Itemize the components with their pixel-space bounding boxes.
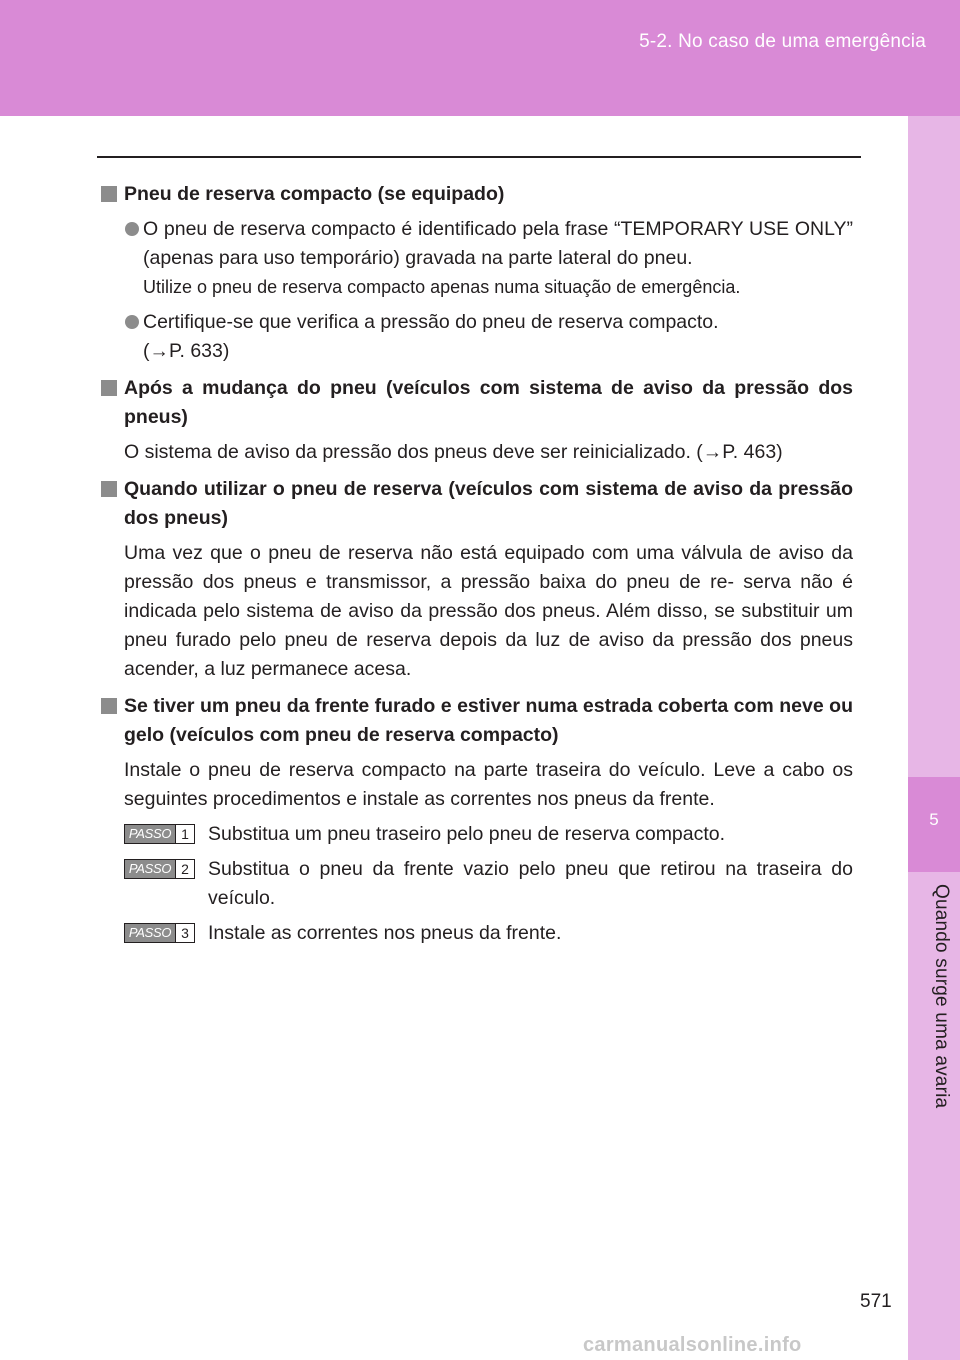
step-text: Substitua o pneu da frente vazio pelo pneu que retirou na traseira do veículo.: [208, 858, 853, 909]
section-using-spare: [100, 475, 853, 684]
page-content: [100, 180, 853, 948]
step-label: PASSO: [125, 860, 175, 878]
chapter-title: Quando surge uma avaria: [931, 884, 952, 1109]
page-reference-link[interactable]: (→P. 633): [143, 340, 230, 362]
watermark: carmanualsonline.info: [583, 1334, 802, 1356]
step-badge: [124, 824, 195, 844]
section-title: 5-2. No caso de uma emergência: [639, 31, 926, 52]
section-heading: Após a mudança do pneu (veículos com sistema de aviso da pressão dos pneus): [124, 377, 853, 428]
step-text: Substitua um pneu traseiro pelo pneu de reserva compacto.: [208, 823, 726, 845]
square-bullet-icon: [101, 481, 117, 497]
square-bullet-icon: [101, 186, 117, 202]
bullet-note: Utilize o pneu de reserva compacto apenas numa situação de emergência.: [143, 277, 741, 297]
dot-bullet-icon: [125, 222, 139, 236]
step-badge: [124, 859, 195, 879]
bullet-text: O pneu de reserva compacto é identificado pela frase “TEMPORARY USE ONLY” (apenas para uso temporário) gravada na parte lateral do pneu.: [143, 218, 853, 269]
section-body: O sistema de aviso da pressão dos pneus deve ser reinicializado. (→P. 463): [124, 441, 783, 463]
step-number: 2: [175, 860, 194, 878]
header-band: [0, 0, 960, 116]
section-heading: Pneu de reserva compacto (se equipado): [124, 183, 505, 205]
top-divider: [97, 156, 861, 158]
step-item: [124, 820, 853, 849]
step-number: 1: [175, 825, 194, 843]
section-front-flat-snow: [100, 692, 853, 948]
step-item: [124, 919, 853, 948]
chapter-number: 5: [929, 810, 939, 829]
chapter-side-tab: [908, 116, 960, 1360]
list-item: [124, 308, 853, 366]
bullet-text: Certifique-se que verifica a pressão do pneu de reserva compacto.: [143, 311, 719, 333]
step-label: PASSO: [125, 825, 175, 843]
page-number: 571: [860, 1291, 892, 1312]
square-bullet-icon: [101, 698, 117, 714]
section-compact-spare: [100, 180, 853, 366]
section-body: Instale o pneu de reserva compacto na parte traseira do veículo. Leve a cabo os seguintes procedimentos e instale as correntes nos pneus da frente.: [124, 759, 853, 810]
section-after-tire-change: [100, 374, 853, 467]
section-heading: Quando utilizar o pneu de reserva (veículos com sistema de aviso da pressão dos pneus): [124, 478, 853, 529]
square-bullet-icon: [101, 380, 117, 396]
list-item: [124, 215, 853, 302]
step-number: 3: [175, 924, 194, 942]
step-item: [124, 855, 853, 913]
section-body: Uma vez que o pneu de reserva não está equipado com uma válvula de aviso da pressão dos pneus e transmissor, a pressão baixa do pneu de re- serva não é indicada pelo sistema de aviso da pressão dos pneus. Além disso, se substituir um pneu furado pelo pneu de reserva depois da luz de aviso da pressão dos pneus acender, a luz permanece acesa.: [124, 542, 853, 680]
step-label: PASSO: [125, 924, 175, 942]
section-heading: Se tiver um pneu da frente furado e estiver numa estrada coberta com neve ou gelo (veículos com pneu de reserva compacto): [124, 695, 853, 746]
dot-bullet-icon: [125, 315, 139, 329]
step-text: Instale as correntes nos pneus da frente.: [208, 922, 562, 944]
step-badge: [124, 923, 195, 943]
